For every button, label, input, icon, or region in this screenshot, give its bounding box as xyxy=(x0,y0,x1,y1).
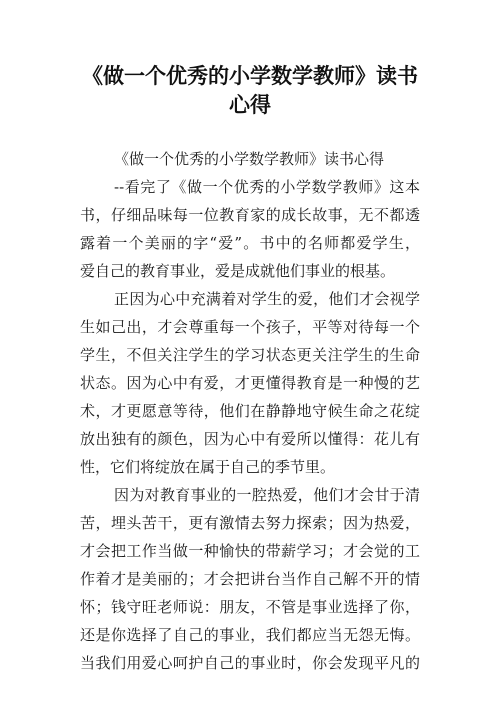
paragraph-line: 当我们用爱心呵护自己的事业时，你会发现平凡的 xyxy=(80,654,420,672)
paragraph-line: 露着一个美丽的字“爱”。书中的名师都爱学生， xyxy=(80,234,420,252)
paragraph-line: 正因为心中充满着对学生的爱，他们才会视学 xyxy=(114,290,420,308)
document-title-line-1: 《做一个优秀的小学数学教师》读书 xyxy=(82,64,418,88)
paragraph-line: 生如己出，才会尊重每一个孩子，平等对待每一个 xyxy=(80,318,420,336)
document-title-line-2: 心得 xyxy=(229,93,271,117)
document-subtitle: 《做一个优秀的小学数学教师》读书心得 xyxy=(114,150,385,168)
paragraph-line: 爱自己的教育事业，爱是成就他们事业的根基。 xyxy=(80,262,396,280)
paragraph-line: 苦，埋头苦干，更有激情去努力探索；因为热爱， xyxy=(80,514,420,532)
paragraph-line: 术，才更愿意等待，他们在静静地守候生命之花绽 xyxy=(80,402,420,420)
paragraph-line: 作着才是美丽的；才会把讲台当作自己解不开的情 xyxy=(80,570,420,588)
paragraph-line: 书，仔细品味每一位教育家的成长故事，无不都透 xyxy=(80,206,420,224)
paragraph-line: 学生，不但关注学生的学习状态更关注学生的生命 xyxy=(80,346,420,364)
paragraph-line: 放出独有的颜色，因为心中有爱所以懂得：花儿有 xyxy=(80,430,420,448)
paragraph-line: 因为对教育事业的一腔热爱，他们才会甘于清 xyxy=(114,486,420,504)
paragraph-line: 状态。因为心中有爱，才更懂得教育是一种慢的艺 xyxy=(80,374,420,392)
paragraph-line: 还是你选择了自己的事业，我们都应当无怨无悔。 xyxy=(80,626,420,644)
paragraph-line: 才会把工作当做一种愉快的带薪学习；才会觉的工 xyxy=(80,542,420,560)
paragraph-line: --看完了《做一个优秀的小学数学教师》这本 xyxy=(114,178,420,196)
paragraph-line: 怀；钱守旺老师说：朋友，不管是事业选择了你， xyxy=(80,598,420,616)
paragraph-line: 性，它们将绽放在属于自己的季节里。 xyxy=(80,458,336,476)
